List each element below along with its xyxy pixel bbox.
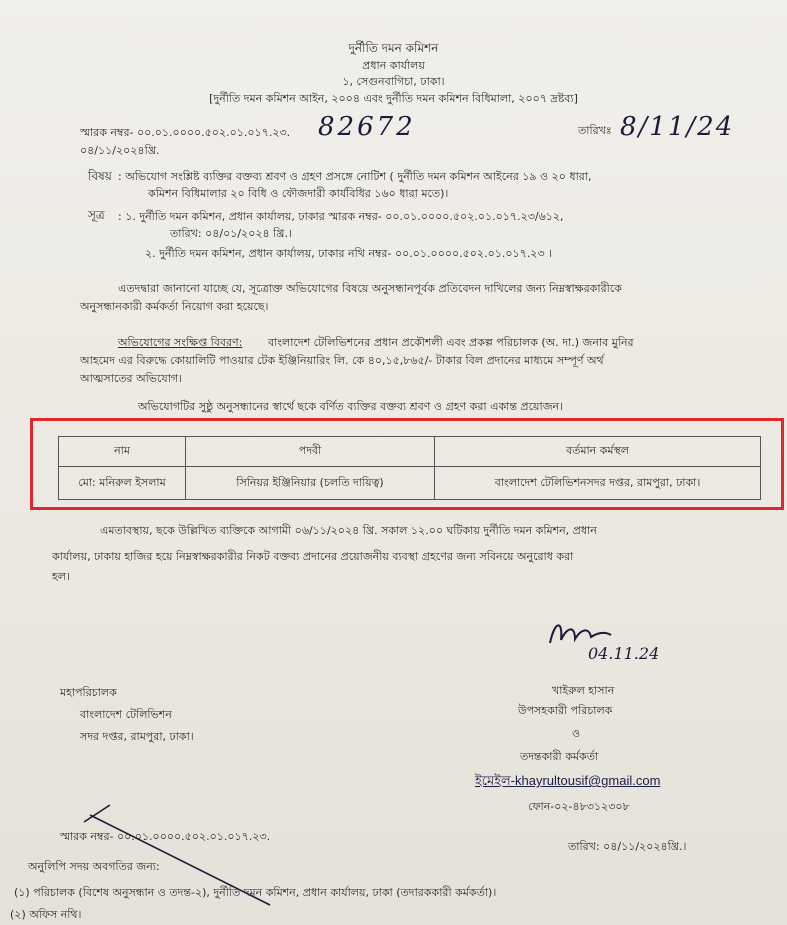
closing-line-1: এমতাবস্থায়, ছকে উল্লিখিত ব্যক্তিকে আগামী ০৬/১১/২০২৪ খ্রি. সকাল ১২.০০ ঘটিকায় দুর্নীতি দমন কমিশন, প্রধান xyxy=(100,524,597,537)
recipient-line-1: মহাপরিচালক xyxy=(60,686,117,699)
copy-recipient-1: (১) পরিচালক (বিশেষ অনুসন্ধান ও তদন্ত-২), দুর্নীতি দমন কমিশন, প্রধান কার্যালয়, ঢাকা (তদারককারী কর্মকর্তা)। xyxy=(14,886,497,899)
org-name: দুর্নীতি দমন কমিশন xyxy=(348,41,439,55)
table-header-designation: পদবী xyxy=(186,437,435,467)
subject-label: বিষয় xyxy=(88,169,112,183)
allegation-line-1: বাংলাদেশ টেলিভিশনের প্রধান প্রকৌশলী এবং প্রকল্প পরিচালক (অ. দা.) জনাব মুনির xyxy=(268,336,634,349)
allegation-line-3: আত্মসাতের অভিযোগ। xyxy=(80,372,183,385)
subject-line-1: : অভিযোগ সংশ্লিষ্ট ব্যক্তির বক্তব্য শ্রবণ ও গ্রহণ প্রসঙ্গে নোটিশ ( দুর্নীতি দমন কমিশন আইনের ১৯ ও ২০ ধারা, xyxy=(118,170,592,183)
table-cell-name: মো: মনিরুল ইসলাম xyxy=(59,467,186,500)
accused-table xyxy=(58,436,761,500)
table-row xyxy=(59,467,761,500)
signatory-designation: উপসহকারী পরিচালক xyxy=(518,704,613,717)
signatory-name: খাইরুল হাসান xyxy=(552,684,615,697)
signatory-phone: ফোন-০২-৪৮৩১২৩০৮ xyxy=(528,800,630,813)
office-address: ১, সেগুনবাগিচা, ঢাকা। xyxy=(342,75,445,88)
closing-line-2: কার্যালয়, ঢাকায় হাজির হয়ে নিম্নস্বাক্ষরকারীর নিকট বক্তব্য প্রদানের প্রয়োজনীয় ব্যবস্থা গ্রহণের জন্য সবিনয়ে অনুরোধ করা xyxy=(52,550,574,563)
recipient-line-2: বাংলাদেশ টেলিভিশন xyxy=(80,708,172,721)
law-reference: [দুর্নীতি দমন কমিশন আইন, ২০০৪ এবং দুর্নীতি দমন কমিশন বিধিমালা, ২০০৭ দ্রষ্টব্য] xyxy=(209,92,578,105)
handwritten-date: 8/11/24 xyxy=(620,112,735,142)
footer-date: তারিখ: ০৪/১১/২০২৪খ্রি.। xyxy=(568,840,687,853)
subject-line-2: কমিশন বিধিমালার ২০ বিধি ও ফৌজদারী কার্যবিধির ১৬০ ধারা মতে)। xyxy=(148,187,449,200)
copy-recipient-2: (২) অফিস নথি। xyxy=(10,908,82,921)
signatory-role: তদন্তকারী কর্মকর্তা xyxy=(520,750,599,763)
office-name: প্রধান কার্যালয় xyxy=(362,59,425,72)
reference-item-1-date: তারিখ: ০৪/০১/২০২৪ খ্রি.। xyxy=(170,227,292,240)
copy-to-label: অনুলিপি সদয় অবগতির জন্য: xyxy=(28,860,160,873)
footer-memo-number: স্মারক নম্বর- ০০.০১.০০০০.৫০২.০১.০১৭.২৩. xyxy=(60,830,271,843)
table-header-workplace: বর্তমান কর্মস্থল xyxy=(435,437,761,467)
memo-date-line: ০৪/১১/২০২৪খ্রি. xyxy=(80,144,160,157)
body-paragraph-3: অভিযোগটির সুষ্ঠু অনুসন্ধানের স্বার্থে ছকে বর্ণিত ব্যক্তির বক্তব্য শ্রবণ ও গ্রহণ করা একান্ত প্রয়োজন। xyxy=(138,400,564,413)
body-paragraph-1-line-1: এতদদ্বারা জানানো যাচ্ছে যে, সূত্রোক্ত অভিযোগের বিষয়ে অনুসন্ধানপূর্বক প্রতিবেদন দাখিলের জন্য নিম্নস্বাক্ষরকারীকে xyxy=(118,282,622,295)
date-label: তারিখঃ xyxy=(578,124,612,137)
allegation-line-2: আহমেদ এর বিরুদ্ধে কোয়ালিটি পাওয়ার টেক ইঞ্জিনিয়ারিং লি. কে ৪০,১৫,৮৬৫/- টাকার বিল প্রদানের মাধ্যমে সম্পূর্ণ অর্থ xyxy=(80,354,604,367)
closing-line-3: হল। xyxy=(52,570,70,583)
table-cell-workplace: বাংলাদেশ টেলিভিশনসদর দপ্তর, রামপুরা, ঢাকা। xyxy=(435,467,761,500)
reference-item-1: : ১. দুর্নীতি দমন কমিশন, প্রধান কার্যালয়, ঢাকার স্মারক নম্বর- ০০.০১.০০০০.৫০২.০১.০১৭.২৩/৬১২, xyxy=(118,210,564,223)
body-paragraph-1-line-2: অনুসন্ধানকারী কর্মকর্তা নিয়োগ করা হয়েছে। xyxy=(80,300,269,313)
table-header-row xyxy=(59,437,761,467)
memo-number: স্মারক নম্বর- ০০.০১.০০০০.৫০২.০১.০১৭.২৩. xyxy=(80,126,291,139)
table-cell-designation: সিনিয়র ইঞ্জিনিয়ার (চলতি দায়িত্ব) xyxy=(186,467,435,500)
reference-label: সূত্র xyxy=(88,208,105,222)
reference-item-2: ২. দুর্নীতি দমন কমিশন, প্রধান কার্যালয়, ঢাকার নথি নম্বর- ০০.০১.০০০০.৫০২.০১.০১৭.২৩ । xyxy=(145,247,553,260)
signatory-email[interactable]: ইমেইল-khayrultousif@gmail.com xyxy=(475,773,661,788)
table-header-name: নাম xyxy=(59,437,186,467)
handwritten-memo-number: 82672 xyxy=(318,112,416,142)
recipient-line-3: সদর দপ্তর, রামপুরা, ঢাকা। xyxy=(80,730,194,743)
signatory-and: ও xyxy=(572,727,581,740)
signature-date: 04.11.24 xyxy=(588,644,660,663)
allegation-summary-label: অভিযোগের সংক্ষিপ্ত বিবরণ: xyxy=(118,336,243,349)
